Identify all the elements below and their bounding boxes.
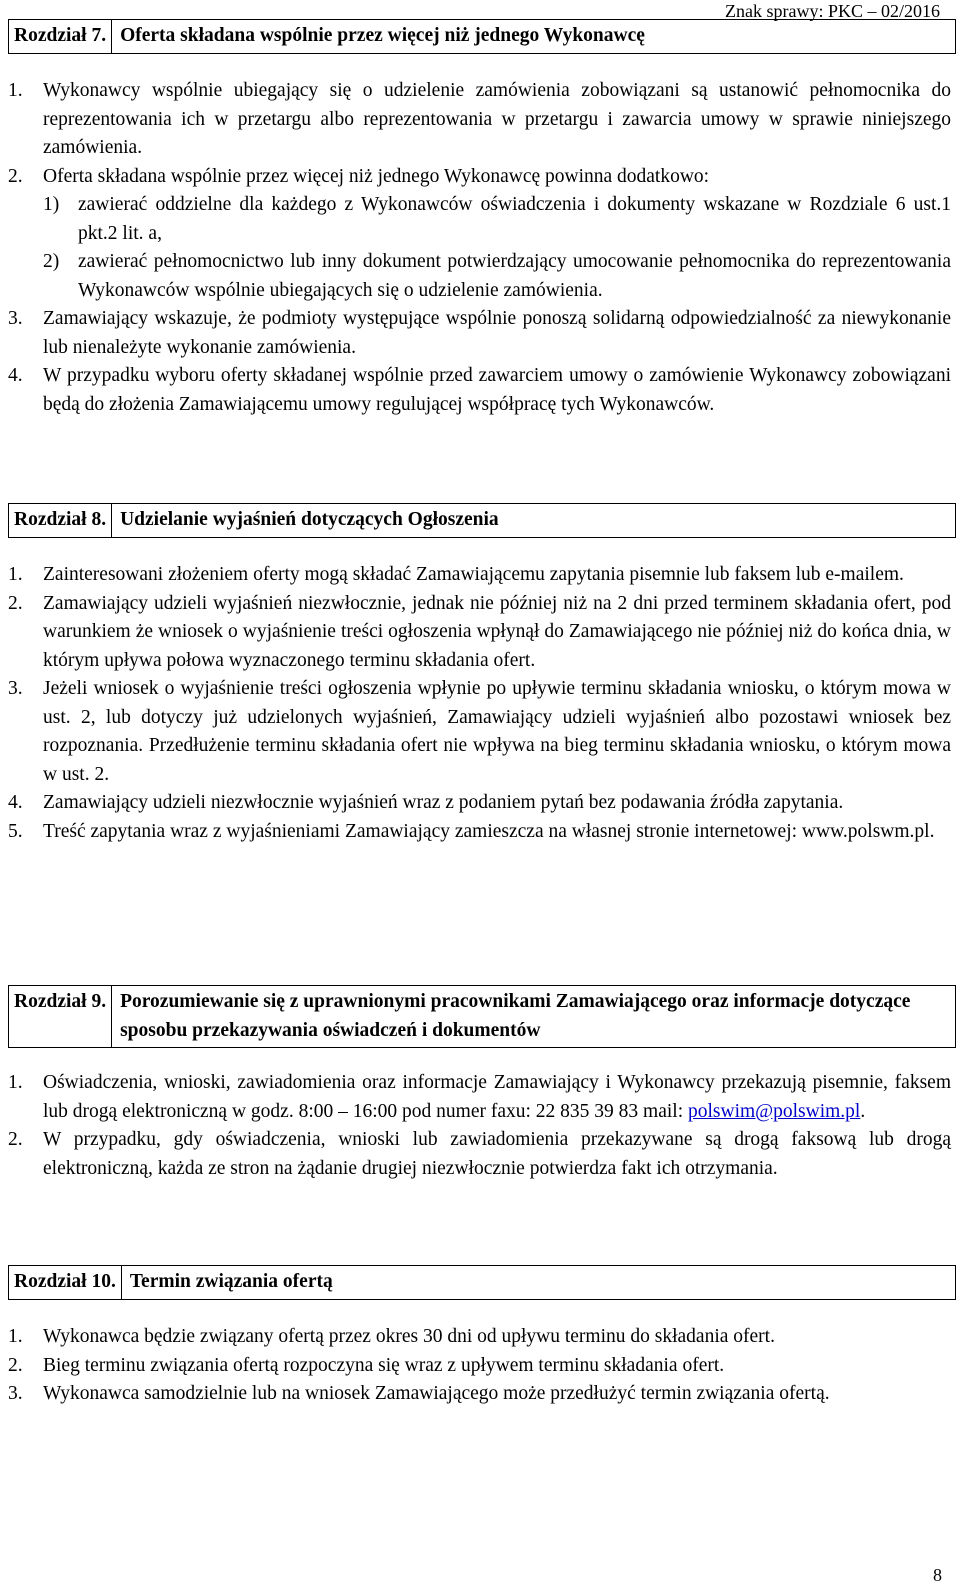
list-item: 3. Zamawiający wskazuje, że podmioty występujące wspólnie ponoszą solidarną odpowiedzialność za niewykonanie lub nienależyte wykonanie zamówienia.: [8, 308, 951, 358]
chapter-number: Rozdział 9.: [9, 986, 112, 1047]
chapter-title: Oferta składana wspólnie przez więcej niż jednego Wykonawcę: [120, 25, 645, 46]
chapter-10-body: [8, 1323, 951, 1409]
list-item: 2. Zamawiający udzieli wyjaśnień niezwłocznie, jednak nie później niż na 2 dni przed terminem składania ofert, pod warunkiem że wniosek o wyjaśnienie treści ogłoszenia wpłynął do Zamawiającego nie później niż do końca dnia, w którym upływa połowa wyznaczonego terminu składania ofert.: [8, 592, 951, 671]
chapter-title: Termin związania ofertą: [129, 1271, 333, 1292]
list-item: 2. W przypadku, gdy oświadczenia, wnioski lub zawiadomienia przekazywane są drogą faksową lub drogą elektroniczną, każda ze stron na żądanie drugiej niezwłocznie potwierdza fakt ich otrzymania.: [8, 1129, 951, 1179]
chapter-number: Rozdział 10.: [9, 1266, 122, 1299]
email-link[interactable]: polswim@polswim.pl: [688, 1100, 861, 1122]
list-item: 3. Jeżeli wniosek o wyjaśnienie treści ogłoszenia wpłynie po upływie terminu składania wniosku, o którym mowa w ust. 2, lub dotyczy już udzielonych wyjaśnień, Zamawiający udzieli wyjaśnień albo pozostawi wniosek bez rozpoznania. Przedłużenie terminu składania ofert nie wpływa na bieg terminu składania wniosku, o którym mowa w ust. 2.: [8, 678, 951, 785]
list-item: 2. Oferta składana wspólnie przez więcej niż jednego Wykonawcę powinna dodatkowo:: [8, 165, 710, 187]
chapter-number: Rozdział 8.: [9, 504, 112, 537]
list-item: 2. Bieg terminu związania ofertą rozpoczyna się wraz z upływem terminu składania ofert.: [8, 1354, 725, 1376]
chapter-10-heading: [8, 1265, 956, 1300]
list-item: 4. Zamawiający udzieli niezwłocznie wyjaśnień wraz z podaniem pytań bez podawania źródła zapytania.: [8, 792, 844, 813]
chapter-9-body: [8, 1069, 951, 1183]
chapter-7-heading: [8, 19, 956, 54]
chapter-8-heading: [8, 503, 956, 538]
list-item: 1. Wykonawca będzie związany ofertą przez okres 30 dni od upływu terminu do składania ofert.: [8, 1326, 775, 1347]
list-item: 4. W przypadku wyboru oferty składanej wspólnie przed zawarciem umowy o zamówienie Wykonawcy zobowiązani będą do złożenia Zamawiającemu umowy regulującej współpracę tych Wykonawców.: [8, 365, 951, 415]
case-reference: Znak sprawy: PKC – 02/2016: [725, 1, 940, 21]
list-item: 1. Oświadczenia, wnioski, zawiadomienia oraz informacje Zamawiający i Wykonawcy przekazują pisemnie, faksem lub drogą elektroniczną w godz. 8:00 – 16:00 pod numer faxu: 22 835 39 83 mail: polswim@polswim.pl.: [8, 1072, 951, 1122]
sub-list-item: 1) zawierać oddzielne dla każdego z Wykonawców oświadczenia i dokumenty wskazane w Rozdziale 6 ust.1 pkt.2 lit. a,: [43, 194, 951, 244]
list-item: 3. Wykonawca samodzielnie lub na wniosek Zamawiającego może przedłużyć termin związania ofertą.: [8, 1383, 830, 1404]
chapter-title: Udzielanie wyjaśnień dotyczących Ogłoszenia: [120, 509, 499, 530]
list-item: 1. Wykonawcy wspólnie ubiegający się o udzielenie zamówienia zobowiązani są ustanowić pełnomocnika do reprezentowania ich w przetargu albo reprezentowania w przetargu i zawarcia umowy w sprawie niniejszego zamówienia.: [8, 80, 951, 158]
chapter-title: Porozumiewanie się z uprawnionymi pracownikami Zamawiającego oraz informacje dotyczące sposobu przekazywania oświadczeń i dokumentów: [120, 991, 911, 1041]
list-item: 1. Zainteresowani złożeniem oferty mogą składać Zamawiającemu zapytania pisemnie lub faksem lub e-mailem.: [8, 564, 904, 585]
chapter-9-heading: [8, 985, 956, 1048]
chapter-7-body: [8, 77, 951, 419]
sub-list-item: 2) zawierać pełnomocnictwo lub inny dokument potwierdzający umocowanie pełnomocnika do reprezentowania Wykonawców wspólnie ubiegających się o udzielenie zamówienia.: [43, 251, 951, 301]
list-item: 5. Treść zapytania wraz z wyjaśnieniami Zamawiający zamieszcza na własnej stronie internetowej: www.polswm.pl.: [8, 820, 935, 842]
page-number: 8: [933, 1564, 942, 1585]
chapter-8-body: [8, 561, 951, 846]
sub-list: [8, 191, 951, 305]
chapter-number: Rozdział 7.: [9, 20, 112, 53]
